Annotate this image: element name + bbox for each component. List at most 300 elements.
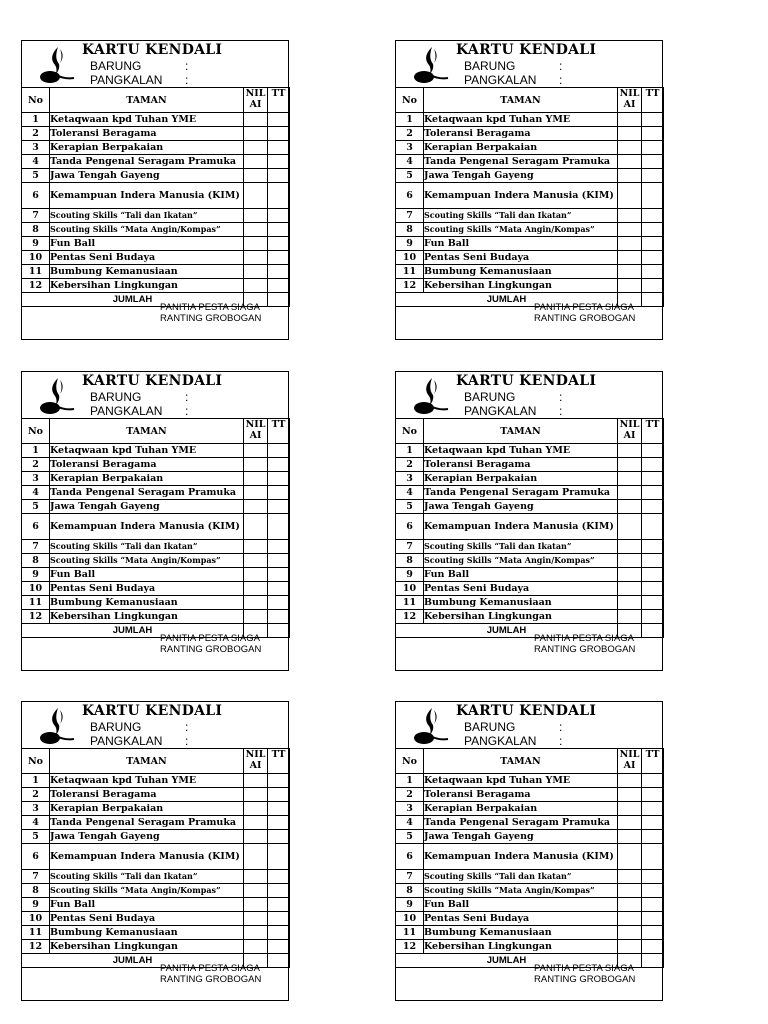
pangkalan-field [464, 73, 563, 87]
table-row [22, 127, 290, 141]
table-row [22, 830, 290, 844]
card-footer [396, 299, 662, 339]
header-no: No [396, 419, 424, 444]
row-tt-cell[interactable] [268, 610, 290, 624]
row-nilai-cell[interactable] [244, 884, 268, 898]
header-no: No [22, 88, 50, 113]
row-tt-cell[interactable] [268, 514, 290, 540]
table-row [396, 237, 664, 251]
row-tt-cell[interactable] [268, 898, 290, 912]
header-taman: TAMAN [424, 88, 618, 113]
table-row [396, 816, 664, 830]
row-nilai-cell[interactable] [244, 444, 268, 458]
table-row [22, 279, 290, 293]
row-tt-cell[interactable] [642, 237, 664, 251]
row-tt-cell[interactable] [642, 155, 664, 169]
row-nilai-cell[interactable] [618, 279, 642, 293]
table-row [396, 500, 664, 514]
row-no: 4 [396, 155, 424, 169]
footer-panitia: PANITIA PESTA SIAGA [160, 963, 260, 974]
row-nilai-cell[interactable] [618, 884, 642, 898]
row-nilai-cell[interactable] [244, 223, 268, 237]
row-tt-cell[interactable] [642, 127, 664, 141]
footer-ranting: RANTING GROBOGAN [160, 313, 262, 324]
tunas-kelapa-logo-icon [412, 376, 450, 416]
row-nilai-cell[interactable] [618, 113, 642, 127]
row-tt-cell[interactable] [268, 127, 290, 141]
row-no: 4 [396, 486, 424, 500]
row-tt-cell[interactable] [642, 610, 664, 624]
barung-field [90, 720, 189, 734]
row-nilai-cell[interactable] [618, 830, 642, 844]
row-tt-cell[interactable] [268, 169, 290, 183]
row-nilai-cell[interactable] [244, 113, 268, 127]
row-no: 6 [396, 183, 424, 209]
row-nilai-cell[interactable] [618, 898, 642, 912]
row-tt-cell[interactable] [642, 844, 664, 870]
card-title: KARTU KENDALI [82, 373, 223, 389]
pangkalan-label: PANGKALAN [464, 73, 537, 87]
row-tt-cell[interactable] [268, 568, 290, 582]
row-tt-cell[interactable] [268, 870, 290, 884]
row-nilai-cell[interactable] [618, 844, 642, 870]
row-nilai-cell[interactable] [244, 183, 268, 209]
row-taman: Kerapian Berpakaian [424, 802, 618, 816]
row-nilai-cell[interactable] [618, 500, 642, 514]
table-row [22, 444, 290, 458]
table-row [22, 540, 290, 554]
row-nilai-cell[interactable] [618, 237, 642, 251]
header-nilai: NIL AI [618, 88, 642, 113]
header-tt: TT [642, 88, 664, 113]
row-nilai-cell[interactable] [244, 540, 268, 554]
row-nilai-cell[interactable] [244, 912, 268, 926]
row-nilai-cell[interactable] [618, 788, 642, 802]
row-nilai-cell[interactable] [618, 596, 642, 610]
header-taman: TAMAN [50, 749, 244, 774]
table-row [22, 141, 290, 155]
card-header [396, 372, 662, 419]
row-tt-cell[interactable] [642, 816, 664, 830]
row-taman: Kemampuan Indera Manusia (KIM) [50, 844, 244, 870]
row-nilai-cell[interactable] [618, 540, 642, 554]
row-nilai-cell[interactable] [244, 472, 268, 486]
row-taman: Bumbung Kemanusiaan [50, 596, 244, 610]
row-nilai-cell[interactable] [244, 802, 268, 816]
barung-colon: : [559, 720, 563, 734]
row-tt-cell[interactable] [268, 458, 290, 472]
row-nilai-cell[interactable] [618, 209, 642, 223]
table-row [22, 610, 290, 624]
row-nilai-cell[interactable] [618, 223, 642, 237]
table-row [22, 265, 290, 279]
row-no: 12 [396, 279, 424, 293]
row-taman: Pentas Seni Budaya [50, 582, 244, 596]
table-row [22, 940, 290, 954]
row-tt-cell[interactable] [268, 251, 290, 265]
row-tt-cell[interactable] [642, 265, 664, 279]
row-no: 6 [22, 514, 50, 540]
row-tt-cell[interactable] [642, 582, 664, 596]
row-tt-cell[interactable] [642, 486, 664, 500]
tunas-kelapa-logo-icon [38, 376, 76, 416]
row-nilai-cell[interactable] [618, 514, 642, 540]
row-tt-cell[interactable] [642, 884, 664, 898]
row-no: 1 [396, 774, 424, 788]
row-tt-cell[interactable] [642, 926, 664, 940]
row-nilai-cell[interactable] [244, 926, 268, 940]
row-no: 8 [22, 884, 50, 898]
row-nilai-cell[interactable] [618, 774, 642, 788]
row-no: 1 [396, 444, 424, 458]
row-nilai-cell[interactable] [618, 610, 642, 624]
row-tt-cell[interactable] [642, 940, 664, 954]
card-title: KARTU KENDALI [456, 703, 597, 719]
row-tt-cell[interactable] [642, 279, 664, 293]
row-no: 3 [396, 141, 424, 155]
row-nilai-cell[interactable] [618, 444, 642, 458]
row-tt-cell[interactable] [642, 223, 664, 237]
row-nilai-cell[interactable] [618, 155, 642, 169]
row-tt-cell[interactable] [268, 209, 290, 223]
row-taman: Bumbung Kemanusiaan [50, 265, 244, 279]
row-tt-cell[interactable] [642, 141, 664, 155]
row-no: 12 [396, 610, 424, 624]
table-row [396, 802, 664, 816]
row-tt-cell[interactable] [268, 113, 290, 127]
row-tt-cell[interactable] [268, 265, 290, 279]
row-tt-cell[interactable] [268, 802, 290, 816]
row-tt-cell[interactable] [268, 774, 290, 788]
row-tt-cell[interactable] [268, 472, 290, 486]
row-tt-cell[interactable] [642, 113, 664, 127]
row-taman: Tanda Pengenal Seragam Pramuka [50, 486, 244, 500]
row-tt-cell[interactable] [642, 596, 664, 610]
footer-ranting: RANTING GROBOGAN [534, 313, 636, 324]
table-header-row [22, 88, 290, 113]
table-header-row [22, 749, 290, 774]
row-tt-cell[interactable] [642, 514, 664, 540]
row-tt-cell[interactable] [642, 209, 664, 223]
row-tt-cell[interactable] [268, 223, 290, 237]
row-nilai-cell[interactable] [244, 169, 268, 183]
row-no: 7 [396, 209, 424, 223]
pangkalan-field [90, 404, 189, 418]
row-no: 9 [22, 898, 50, 912]
row-taman: Fun Ball [424, 568, 618, 582]
row-nilai-cell[interactable] [618, 472, 642, 486]
table-row [396, 912, 664, 926]
table-row [396, 265, 664, 279]
table-row [396, 458, 664, 472]
row-tt-cell[interactable] [268, 279, 290, 293]
row-no: 10 [22, 912, 50, 926]
row-tt-cell[interactable] [268, 237, 290, 251]
row-nilai-cell[interactable] [618, 141, 642, 155]
row-taman: Jawa Tengah Gayeng [424, 169, 618, 183]
table-row [396, 183, 664, 209]
row-nilai-cell[interactable] [618, 554, 642, 568]
row-taman: Scouting Skills “Mata Angin/Kompas” [50, 223, 244, 237]
row-no: 7 [22, 209, 50, 223]
barung-label: BARUNG [464, 390, 516, 404]
row-taman: Kerapian Berpakaian [424, 472, 618, 486]
table-row [396, 514, 664, 540]
header-nilai: NIL AI [618, 419, 642, 444]
row-no: 12 [22, 940, 50, 954]
table-row [22, 486, 290, 500]
row-nilai-cell[interactable] [244, 155, 268, 169]
row-tt-cell[interactable] [642, 774, 664, 788]
row-tt-cell[interactable] [268, 788, 290, 802]
row-tt-cell[interactable] [642, 554, 664, 568]
row-tt-cell[interactable] [268, 582, 290, 596]
row-no: 6 [396, 514, 424, 540]
row-no: 7 [22, 870, 50, 884]
row-taman: Kemampuan Indera Manusia (KIM) [50, 514, 244, 540]
table-row [22, 169, 290, 183]
row-taman: Scouting Skills “Tali dan Ikatan” [424, 870, 618, 884]
header-no: No [22, 749, 50, 774]
footer-ranting: RANTING GROBOGAN [534, 644, 636, 655]
jumlah-label: JUMLAH [396, 624, 618, 638]
row-tt-cell[interactable] [642, 183, 664, 209]
row-taman: Kebersihan Lingkungan [424, 610, 618, 624]
row-nilai-cell[interactable] [618, 127, 642, 141]
row-tt-cell[interactable] [268, 926, 290, 940]
row-tt-cell[interactable] [642, 540, 664, 554]
row-nilai-cell[interactable] [244, 251, 268, 265]
card-header [22, 702, 288, 749]
row-no: 9 [22, 237, 50, 251]
row-nilai-cell[interactable] [618, 251, 642, 265]
tunas-kelapa-logo-icon [412, 45, 450, 85]
jumlah-label: JUMLAH [22, 293, 244, 307]
row-taman: Tanda Pengenal Seragam Pramuka [424, 155, 618, 169]
row-tt-cell[interactable] [268, 540, 290, 554]
taman-table [395, 87, 664, 307]
card-header [396, 41, 662, 88]
row-tt-cell[interactable] [268, 940, 290, 954]
row-tt-cell[interactable] [642, 898, 664, 912]
row-taman: Fun Ball [424, 898, 618, 912]
row-tt-cell[interactable] [642, 458, 664, 472]
row-nilai-cell[interactable] [618, 802, 642, 816]
row-tt-cell[interactable] [268, 830, 290, 844]
row-no: 6 [396, 844, 424, 870]
row-nilai-cell[interactable] [244, 774, 268, 788]
pangkalan-colon: : [185, 734, 189, 748]
jumlah-label: JUMLAH [396, 293, 618, 307]
row-tt-cell[interactable] [642, 251, 664, 265]
header-taman: TAMAN [50, 88, 244, 113]
table-row [22, 183, 290, 209]
kartu-kendali-card [395, 40, 663, 340]
row-nilai-cell[interactable] [244, 582, 268, 596]
table-row [22, 844, 290, 870]
row-tt-cell[interactable] [268, 884, 290, 898]
row-nilai-cell[interactable] [244, 209, 268, 223]
taman-table [395, 748, 664, 968]
row-no: 11 [396, 596, 424, 610]
table-row [396, 596, 664, 610]
row-nilai-cell[interactable] [244, 486, 268, 500]
table-row [22, 870, 290, 884]
row-taman: Kemampuan Indera Manusia (KIM) [50, 183, 244, 209]
footer-ranting: RANTING GROBOGAN [160, 644, 262, 655]
row-tt-cell[interactable] [642, 568, 664, 582]
row-nilai-cell[interactable] [244, 830, 268, 844]
row-tt-cell[interactable] [642, 169, 664, 183]
row-tt-cell[interactable] [268, 844, 290, 870]
table-row [22, 458, 290, 472]
row-no: 1 [396, 113, 424, 127]
table-row [22, 596, 290, 610]
tunas-kelapa-logo-icon [38, 45, 76, 85]
row-no: 8 [396, 884, 424, 898]
row-taman: Scouting Skills “Tali dan Ikatan” [50, 540, 244, 554]
row-no: 10 [396, 912, 424, 926]
table-row [22, 898, 290, 912]
footer-panitia: PANITIA PESTA SIAGA [160, 302, 260, 313]
table-row [396, 940, 664, 954]
table-row [22, 237, 290, 251]
row-tt-cell[interactable] [642, 870, 664, 884]
row-tt-cell[interactable] [268, 912, 290, 926]
row-nilai-cell[interactable] [244, 458, 268, 472]
row-nilai-cell[interactable] [618, 870, 642, 884]
row-tt-cell[interactable] [642, 500, 664, 514]
barung-field [90, 59, 189, 73]
row-tt-cell[interactable] [268, 596, 290, 610]
pangkalan-label: PANGKALAN [464, 404, 537, 418]
row-tt-cell[interactable] [642, 802, 664, 816]
row-taman: Fun Ball [424, 237, 618, 251]
row-no: 9 [22, 568, 50, 582]
row-nilai-cell[interactable] [618, 582, 642, 596]
row-no: 1 [22, 444, 50, 458]
card-footer [22, 960, 288, 1000]
card-title: KARTU KENDALI [456, 373, 597, 389]
row-no: 12 [22, 610, 50, 624]
row-nilai-cell[interactable] [244, 870, 268, 884]
row-tt-cell[interactable] [268, 141, 290, 155]
row-taman: Pentas Seni Budaya [50, 251, 244, 265]
row-nilai-cell[interactable] [618, 568, 642, 582]
row-nilai-cell[interactable] [244, 596, 268, 610]
row-tt-cell[interactable] [268, 155, 290, 169]
row-taman: Kerapian Berpakaian [424, 141, 618, 155]
pangkalan-colon: : [559, 73, 563, 87]
row-nilai-cell[interactable] [244, 844, 268, 870]
row-nilai-cell[interactable] [618, 458, 642, 472]
row-nilai-cell[interactable] [244, 816, 268, 830]
row-nilai-cell[interactable] [244, 127, 268, 141]
pangkalan-colon: : [559, 734, 563, 748]
pangkalan-label: PANGKALAN [90, 734, 163, 748]
row-nilai-cell[interactable] [244, 554, 268, 568]
row-tt-cell[interactable] [268, 444, 290, 458]
row-nilai-cell[interactable] [618, 486, 642, 500]
table-row [396, 830, 664, 844]
row-tt-cell[interactable] [268, 183, 290, 209]
footer-ranting: RANTING GROBOGAN [534, 974, 636, 985]
barung-label: BARUNG [464, 59, 516, 73]
row-tt-cell[interactable] [642, 472, 664, 486]
row-tt-cell[interactable] [268, 500, 290, 514]
row-taman: Kerapian Berpakaian [50, 472, 244, 486]
row-no: 5 [396, 830, 424, 844]
row-nilai-cell[interactable] [244, 141, 268, 155]
row-taman: Toleransi Beragama [424, 788, 618, 802]
row-nilai-cell[interactable] [244, 237, 268, 251]
row-taman: Ketaqwaan kpd Tuhan YME [424, 113, 618, 127]
table-row [396, 788, 664, 802]
row-taman: Scouting Skills “Mata Angin/Kompas” [50, 554, 244, 568]
row-no: 3 [22, 802, 50, 816]
table-row [396, 486, 664, 500]
table-row [396, 870, 664, 884]
table-row [396, 251, 664, 265]
row-taman: Ketaqwaan kpd Tuhan YME [50, 774, 244, 788]
row-nilai-cell[interactable] [618, 926, 642, 940]
barung-colon: : [185, 59, 189, 73]
row-tt-cell[interactable] [642, 444, 664, 458]
row-nilai-cell[interactable] [244, 788, 268, 802]
row-nilai-cell[interactable] [244, 514, 268, 540]
row-nilai-cell[interactable] [618, 940, 642, 954]
row-no: 7 [22, 540, 50, 554]
row-nilai-cell[interactable] [618, 912, 642, 926]
row-taman: Toleransi Beragama [50, 788, 244, 802]
row-nilai-cell[interactable] [244, 279, 268, 293]
row-nilai-cell[interactable] [244, 898, 268, 912]
row-taman: Ketaqwaan kpd Tuhan YME [50, 444, 244, 458]
table-row [396, 113, 664, 127]
row-tt-cell[interactable] [268, 816, 290, 830]
row-no: 1 [22, 113, 50, 127]
row-tt-cell[interactable] [642, 788, 664, 802]
barung-field [464, 59, 563, 73]
row-nilai-cell[interactable] [618, 169, 642, 183]
row-nilai-cell[interactable] [618, 183, 642, 209]
row-nilai-cell[interactable] [618, 816, 642, 830]
row-tt-cell[interactable] [268, 486, 290, 500]
row-tt-cell[interactable] [642, 912, 664, 926]
header-taman: TAMAN [50, 419, 244, 444]
row-nilai-cell[interactable] [244, 500, 268, 514]
header-taman: TAMAN [424, 749, 618, 774]
card-title: KARTU KENDALI [82, 42, 223, 58]
row-tt-cell[interactable] [268, 554, 290, 568]
row-nilai-cell[interactable] [618, 265, 642, 279]
row-nilai-cell[interactable] [244, 610, 268, 624]
row-no: 3 [22, 141, 50, 155]
row-no: 3 [396, 472, 424, 486]
table-row [396, 444, 664, 458]
row-nilai-cell[interactable] [244, 940, 268, 954]
row-taman: Scouting Skills “Mata Angin/Kompas” [50, 884, 244, 898]
row-nilai-cell[interactable] [244, 265, 268, 279]
row-no: 6 [22, 183, 50, 209]
row-no: 5 [22, 830, 50, 844]
row-nilai-cell[interactable] [244, 568, 268, 582]
row-tt-cell[interactable] [642, 830, 664, 844]
pangkalan-label: PANGKALAN [90, 73, 163, 87]
footer-ranting: RANTING GROBOGAN [160, 974, 262, 985]
footer-panitia: PANITIA PESTA SIAGA [534, 633, 634, 644]
barung-label: BARUNG [90, 59, 142, 73]
